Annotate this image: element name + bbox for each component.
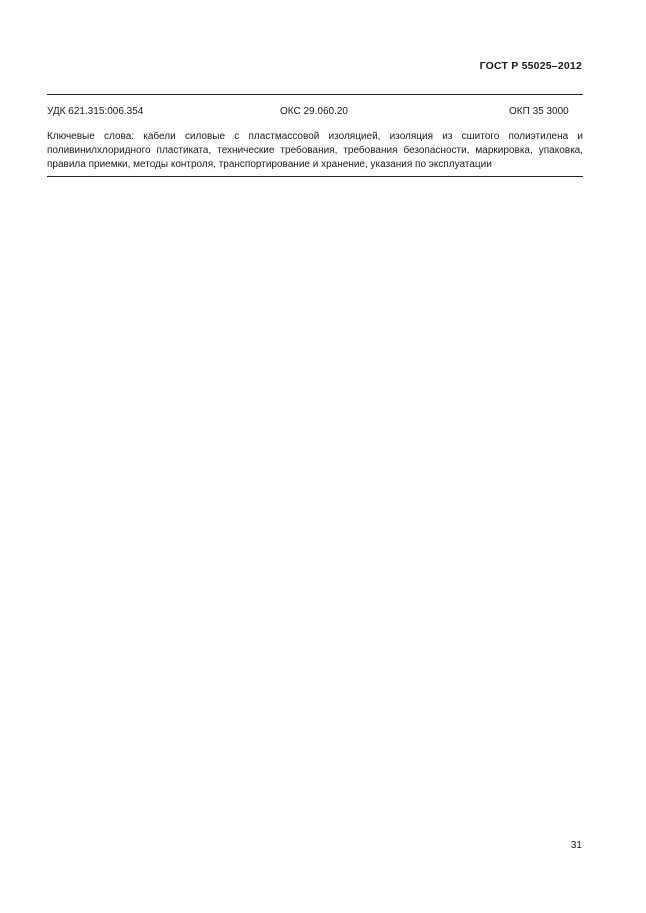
okp-code: ОКП 35 3000 (509, 106, 569, 117)
oks-code: ОКС 29.060.20 (280, 106, 348, 117)
top-divider (47, 94, 583, 95)
keywords-paragraph: Ключевые слова: кабели силовые с пластмассовой изоляцией, изоляция из сшитого полиэтилена и поливинилхлоридного пластиката, технические требования, требования безопасности, маркировка, упаковка, правила приемки, методы контроля, транспортирование и хранение, указания по эксплуатации (47, 131, 583, 170)
udk-code: УДК 621.315:006.354 (47, 106, 144, 117)
standard-number-header: ГОСТ Р 55025–2012 (479, 60, 582, 72)
classification-codes-row (47, 106, 583, 120)
bottom-divider (47, 176, 583, 177)
page-number: 31 (570, 840, 582, 851)
